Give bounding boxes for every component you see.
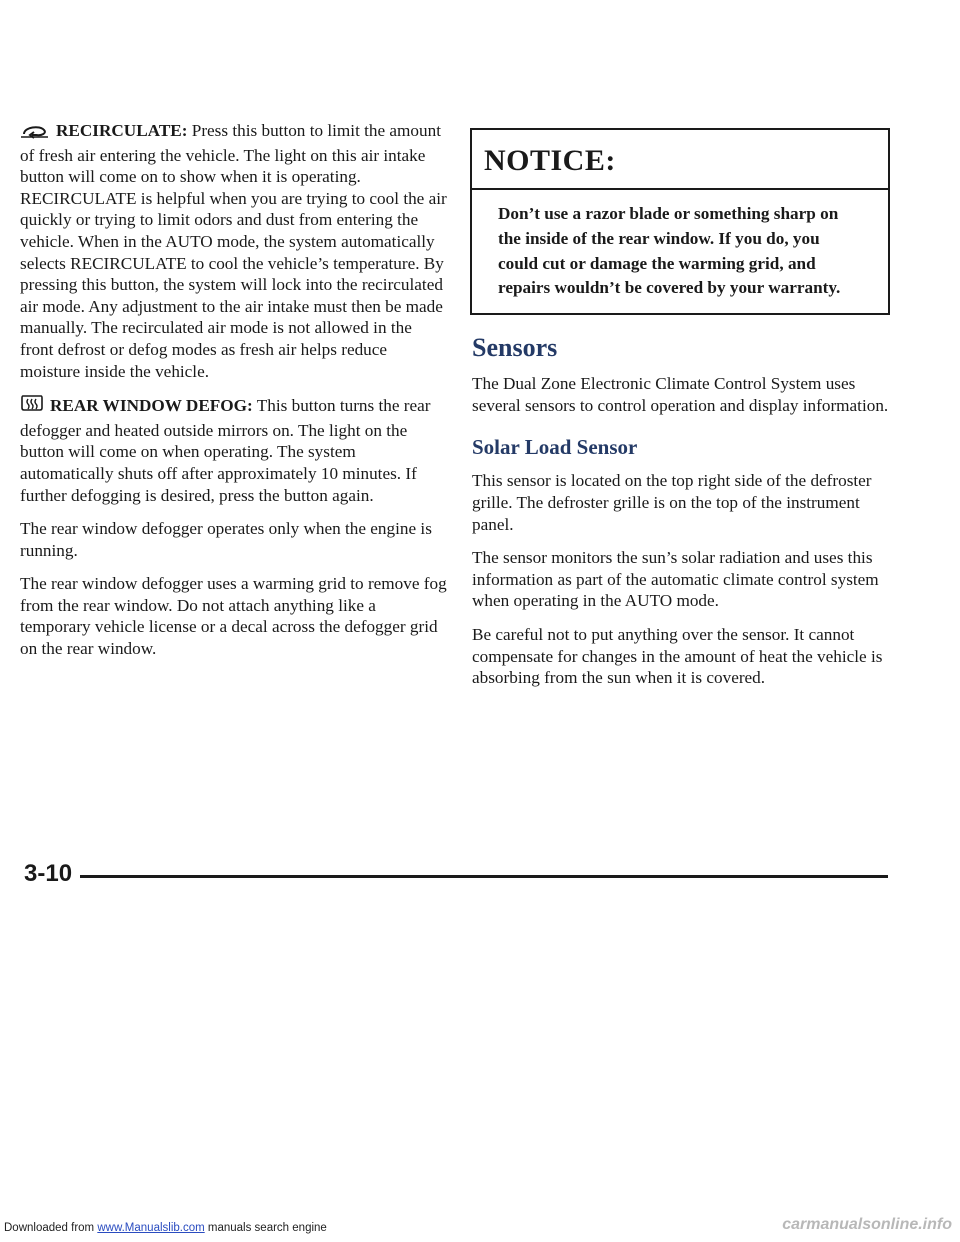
recirculate-text: Press this button to limit the amount of fresh air entering the vehicle. The light on this air intake button will come on to show when it is operating. RECIRCULATE is helpful when you are trying to cool the air quickly or trying to limit odors and dust from entering the vehicle. When in the AUTO mode, the system automatically selects RECIRCULATE to cool the vehicle’s temperature. By pressing this button, the system will lock into the recirculated air mode. Any adjustment to the air intake must then be made manually. The recirculated air mode is not allowed in the front defrost or defog modes as fresh air helps reduce moisture inside the vehicle. [20,121,447,381]
page-footer [24,860,888,900]
sensors-heading: Sensors [472,333,558,363]
recirculate-paragraph [20,120,448,382]
sensors-paragraph: The Dual Zone Electronic Climate Control System uses several sensors to control operation and display information. [472,374,889,415]
recirculate-icon [20,123,50,145]
engine-paragraph: The rear window defogger operates only when the engine is running. [20,519,432,560]
page-number: 3-10 [24,860,73,887]
carmanualsonline-watermark: carmanualsonline.info [782,1216,952,1233]
grid-paragraph: The rear window defogger uses a warming grid to remove fog from the rear window. Do not attach anything like a temporary vehicle license or a decal across the defogger grid on the rear window. [20,574,447,659]
recirculate-label: RECIRCULATE: [56,121,188,140]
right-column [472,128,892,701]
manualslib-link[interactable]: www.Manualslib.com [97,1222,205,1234]
solar-paragraph-2: The sensor monitors the sun’s solar radiation and uses this information as part of the automatic climate control system when operating in the AUTO mode. [472,548,879,611]
notice-body: Don’t use a razor blade or something sharp on the inside of the rear window. If you do, you could cut or damage the warming grid, and repairs wouldn’t be covered by your warranty. [498,204,841,298]
solar-paragraph-3: Be careful not to put anything over the sensor. It cannot compensate for changes in the amount of heat the vehicle is absorbing from the sun when it is covered. [472,624,883,688]
notice-box [470,128,890,315]
download-bar [4,1222,327,1234]
left-column [20,120,448,672]
notice-title: NOTICE: [472,130,888,190]
solar-load-sensor-heading: Solar Load Sensor [472,435,638,460]
rear-defog-icon [20,394,44,420]
rear-defog-label: REAR WINDOW DEFOG: [50,396,253,416]
solar-paragraph-1: This sensor is located on the top right side of the defroster grille. The defroster grille is on the top of the instrument panel. [472,471,872,534]
rear-defog-text: This button turns the rear defogger and heated outside mirrors on. The light on the button will come on when operating. The system automatically shuts off after approximately 10 minutes. If further defogging is desired, press the button again. [20,396,431,505]
footer-rule [80,875,888,878]
rear-defog-paragraph [20,394,448,506]
download-prefix: Downloaded from [4,1222,98,1234]
download-suffix: manuals search engine [204,1222,327,1234]
